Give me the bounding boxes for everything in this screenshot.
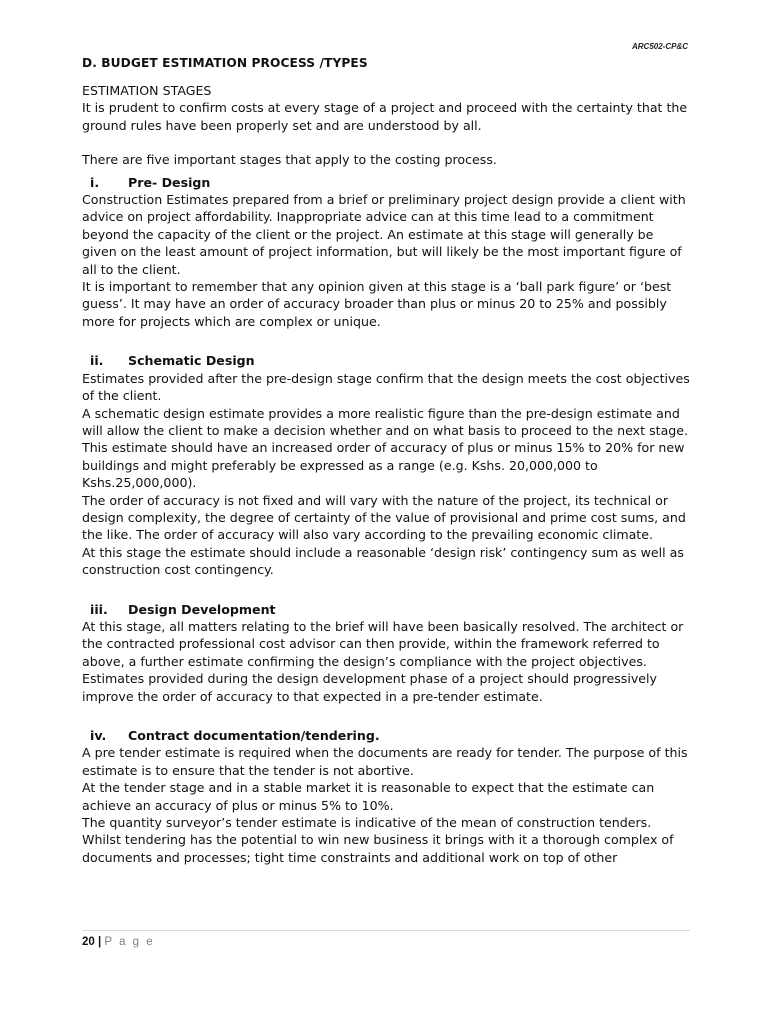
document-reference: ARC502-CP&C — [631, 42, 688, 51]
stage-heading — [82, 601, 692, 618]
footer-separator: | — [98, 936, 102, 948]
stage-paragraph: This estimate should have an increased order of accuracy of plus or minus 15% to 20% for new buildings and might preferably be expressed as a range (e.g. Kshs. 20,000,000 to Kshs.25,000,000). — [82, 440, 685, 491]
section-title: D. BUDGET ESTIMATION PROCESS /TYPES — [82, 56, 368, 70]
stage-number: iv. — [90, 728, 107, 743]
stage-paragraph: It is important to remember that any opinion given at this stage is a ‘ball park figure’ or ‘best guess’. It may have an order of accuracy broader than plus or minus 20 to 25% and possibly more for projects which are complex or unique. — [82, 279, 672, 329]
stage-paragraph: At this stage the estimate should include a reasonable ‘design risk’ contingency sum as well as construction cost contingency. — [82, 544, 684, 578]
stage-title: Schematic Design — [128, 353, 255, 369]
stage-paragraph: Estimates provided during the design development phase of a project should progressively improve the order of accuracy to that expected in a pre-tender estimate. — [82, 671, 657, 704]
stage-paragraph: A pre tender estimate is required when the documents are ready for tender. The purpose of this estimate is to ensure that the tender is not abortive. — [82, 745, 688, 778]
stage-paragraph: At this stage, all matters relating to the brief will have been basically resolved. The architect or the contracted professional cost advisor can then provide, within the framework referred to above, a further estimate confirming the design’s compliance with the project objectives. — [82, 618, 684, 669]
stage-number: i. — [90, 174, 100, 190]
stage-paragraph: Estimates provided after the pre-design stage confirm that the design meets the cost objectives of the client. — [82, 370, 690, 404]
estimation-stages-heading: ESTIMATION STAGES — [82, 83, 212, 98]
stage-number: ii. — [90, 353, 104, 369]
stage-heading — [82, 727, 692, 744]
page-number: 20 — [82, 936, 95, 948]
stage-heading — [82, 352, 692, 369]
page-footer — [82, 930, 690, 948]
document-body — [82, 82, 692, 866]
stage-paragraph: The order of accuracy is not fixed and will vary with the nature of the project, its technical or design complexity, the degree of certainty of the value of provisional and prime cost sums, and the like. The order of accuracy will also vary according to the prevailing economic climate. — [82, 492, 686, 543]
stage-number: iii. — [90, 601, 108, 617]
stage-paragraph: A schematic design estimate provides a more realistic figure than the pre-design estimate and will allow the client to make a decision whether and on what basis to proceed to the next stage. — [82, 405, 689, 438]
page-label: P a g e — [104, 936, 155, 948]
intro-paragraph: It is prudent to confirm costs at every stage of a project and proceed with the certainty that the ground rules have been properly set and are understood by all. — [82, 100, 688, 133]
stages-intro-line: There are five important stages that apply to the costing process. — [82, 152, 497, 168]
stage-heading — [82, 174, 692, 191]
stage-title: Design Development — [128, 601, 276, 617]
stage-title: Pre- Design — [128, 174, 211, 190]
stage-paragraph: At the tender stage and in a stable market it is reasonable to expect that the estimate can achieve an accuracy of plus or minus 5% to 10%. — [82, 780, 655, 813]
stage-paragraph: The quantity surveyor’s tender estimate is indicative of the mean of construction tenders. Whilst tendering has the potential to win new business it brings with it a thorough complex of documents and processes; tight time constraints and additional work on top of other — [82, 815, 674, 865]
stage-paragraph: Construction Estimates prepared from a brief or preliminary project design provide a client with advice on project affordability. Inappropriate advice can at this time lead to a commitment beyond the capacity of the client or the project. An estimate at this stage will generally be given on the least amount of project information, but will likely be the most important figure of all to the client. — [82, 192, 686, 277]
stage-title: Contract documentation/tendering. — [128, 728, 380, 743]
